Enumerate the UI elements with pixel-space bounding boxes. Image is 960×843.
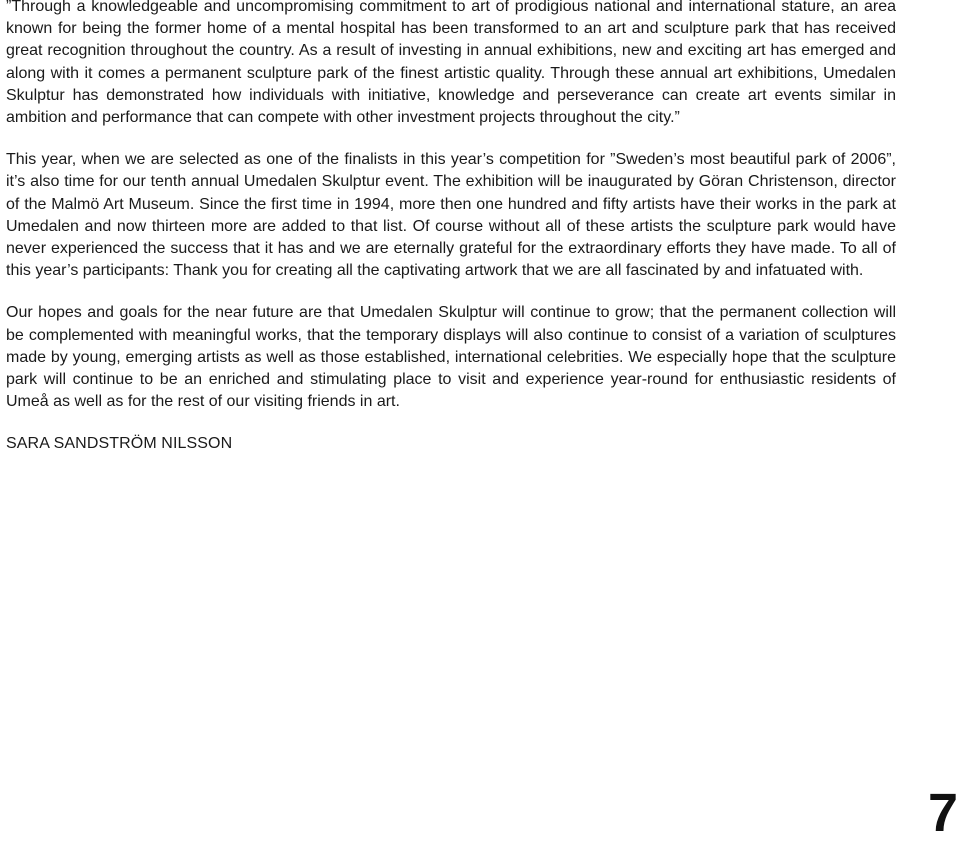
author-signature: SARA SANDSTRÖM NILSSON	[6, 435, 233, 453]
page-number: 7	[927, 783, 958, 843]
finalist-paragraph: This year, when we are selected as one of the finalists in this year’s competition for ”Sweden’s most beautiful park of 2006”, it’s also time for our tenth annual Umedalen Skulptur event. The exhibition will be inaugurated by Göran Christenson, director of the Malmö Art Museum. Since the first time in 1994, more then one hundred and fifty artists have their works in the park at Umedalen and now thirteen more are added to that list. Of course without all of these artists the sculpture park would have never experienced the success that it has and we are eternally grateful for the extraordinary efforts they have made. To all of this year’s participants: Thank you for creating all the captivating artwork that we are all fascinated by and infatuated with.	[6, 151, 896, 280]
future-goals-paragraph: Our hopes and goals for the near future are that Umedalen Skulptur will continue to grow; that the permanent collection will be complemented with meaningful works, that the temporary displays will also continue to consist of a variation of sculptures made by young, emerging artists as well as those established, international celebrities. We especially hope that the sculpture park will continue to be an enriched and stimulating place to visit and experience year-round for enthusiastic residents of Umeå as well as for the rest of our visiting friends in art.	[6, 304, 896, 411]
article-body	[6, 0, 896, 455]
quote-paragraph: ”Through a knowledgeable and uncompromising commitment to art of prodigious national and international stature, an area known for being the former home of a mental hospital has been transformed to an art and sculpture park that has received great recognition throughout the country. As a result of investing in annual exhibitions, new and exciting art has emerged and along with it comes a permanent sculpture park of the finest artistic quality. Through these annual art exhibitions, Umedalen Skulptur has demonstrated how individuals with initiative, knowledge and perseverance can create art events similar in ambition and performance that can compete with other investment projects throughout the city.”	[6, 0, 896, 127]
